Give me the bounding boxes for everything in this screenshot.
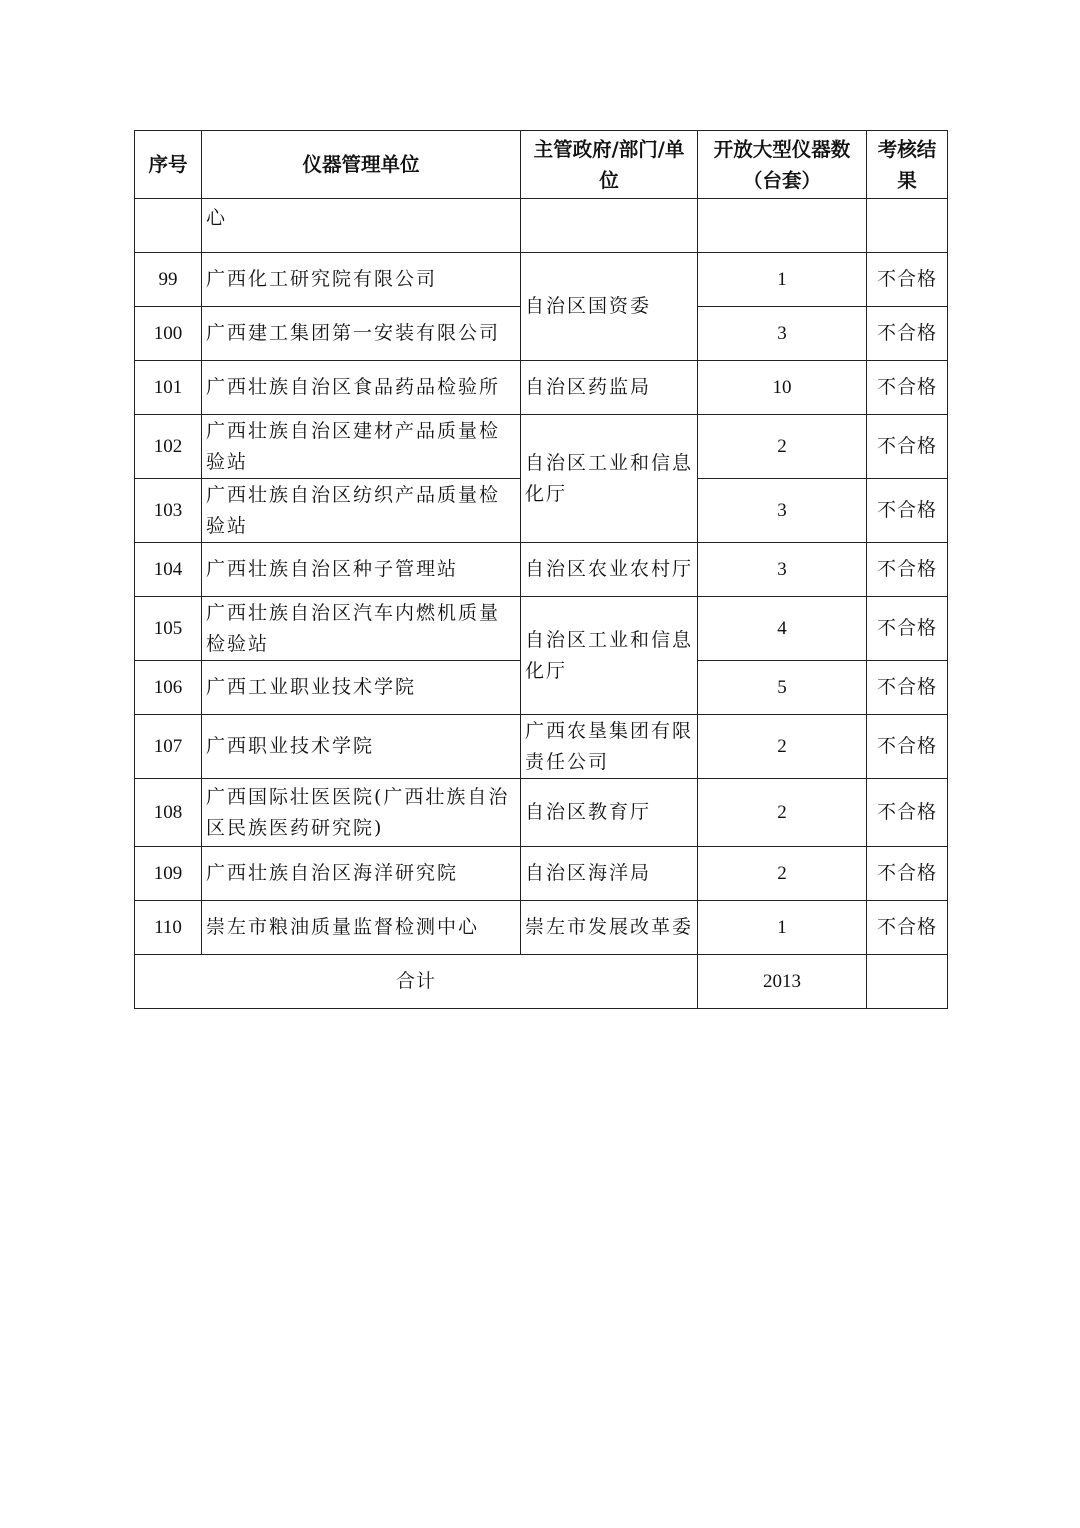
table-row <box>135 253 948 307</box>
row-unit: 广西职业技术学院 <box>202 715 521 779</box>
row-no <box>135 199 202 253</box>
row-unit: 广西壮族自治区海洋研究院 <box>202 847 521 901</box>
row-dept: 广西农垦集团有限责任公司 <box>521 715 698 779</box>
total-label: 合计 <box>135 955 698 1009</box>
row-count: 2 <box>698 847 867 901</box>
table-row <box>135 901 948 955</box>
row-result: 不合格 <box>867 901 948 955</box>
row-unit: 崇左市粮油质量监督检测中心 <box>202 901 521 955</box>
row-count: 3 <box>698 479 867 543</box>
row-dept: 自治区国资委 <box>521 253 698 361</box>
row-dept: 自治区药监局 <box>521 361 698 415</box>
row-count: 2 <box>698 715 867 779</box>
row-unit: 广西国际壮医医院(广西壮族自治区民族医药研究院) <box>202 779 521 847</box>
row-no: 105 <box>135 597 202 661</box>
row-dept: 崇左市发展改革委 <box>521 901 698 955</box>
table-row <box>135 415 948 479</box>
row-unit: 广西壮族自治区建材产品质量检验站 <box>202 415 521 479</box>
row-result: 不合格 <box>867 661 948 715</box>
row-no: 104 <box>135 543 202 597</box>
row-result: 不合格 <box>867 253 948 307</box>
row-dept: 自治区海洋局 <box>521 847 698 901</box>
row-dept: 自治区教育厅 <box>521 779 698 847</box>
row-count: 2 <box>698 779 867 847</box>
row-count: 1 <box>698 253 867 307</box>
row-unit: 广西壮族自治区食品药品检验所 <box>202 361 521 415</box>
row-dept: 自治区工业和信息化厅 <box>521 597 698 715</box>
instrument-table <box>134 130 948 1009</box>
row-unit: 广西化工研究院有限公司 <box>202 253 521 307</box>
row-no: 106 <box>135 661 202 715</box>
table-row <box>135 199 948 253</box>
header-result: 考核结果 <box>867 131 948 199</box>
table-row <box>135 597 948 661</box>
row-result: 不合格 <box>867 543 948 597</box>
row-unit: 广西壮族自治区汽车内燃机质量检验站 <box>202 597 521 661</box>
row-result: 不合格 <box>867 479 948 543</box>
row-unit: 广西建工集团第一安装有限公司 <box>202 307 521 361</box>
row-count: 5 <box>698 661 867 715</box>
row-no: 100 <box>135 307 202 361</box>
row-count: 1 <box>698 901 867 955</box>
row-count <box>698 199 867 253</box>
row-result: 不合格 <box>867 415 948 479</box>
row-no: 99 <box>135 253 202 307</box>
row-no: 110 <box>135 901 202 955</box>
row-unit: 广西壮族自治区纺织产品质量检验站 <box>202 479 521 543</box>
row-count: 4 <box>698 597 867 661</box>
table-header-row <box>135 131 948 199</box>
total-count: 2013 <box>698 955 867 1009</box>
row-result: 不合格 <box>867 307 948 361</box>
header-no: 序号 <box>135 131 202 199</box>
row-result: 不合格 <box>867 361 948 415</box>
row-result: 不合格 <box>867 715 948 779</box>
table-row <box>135 361 948 415</box>
table-total-row <box>135 955 948 1009</box>
row-count: 3 <box>698 307 867 361</box>
row-dept <box>521 199 698 253</box>
header-count: 开放大型仪器数（台套） <box>698 131 867 199</box>
row-no: 102 <box>135 415 202 479</box>
row-unit: 心 <box>202 199 521 253</box>
row-no: 101 <box>135 361 202 415</box>
row-no: 107 <box>135 715 202 779</box>
table-row <box>135 715 948 779</box>
table-row <box>135 779 948 847</box>
row-result <box>867 199 948 253</box>
row-count: 3 <box>698 543 867 597</box>
header-unit: 仪器管理单位 <box>202 131 521 199</box>
row-no: 108 <box>135 779 202 847</box>
total-result <box>867 955 948 1009</box>
header-dept: 主管政府/部门/单位 <box>521 131 698 199</box>
row-dept: 自治区农业农村厅 <box>521 543 698 597</box>
row-result: 不合格 <box>867 597 948 661</box>
table-row <box>135 847 948 901</box>
row-result: 不合格 <box>867 779 948 847</box>
row-result: 不合格 <box>867 847 948 901</box>
row-no: 103 <box>135 479 202 543</box>
table-row <box>135 543 948 597</box>
row-count: 10 <box>698 361 867 415</box>
row-unit: 广西壮族自治区种子管理站 <box>202 543 521 597</box>
row-dept: 自治区工业和信息化厅 <box>521 415 698 543</box>
row-unit: 广西工业职业技术学院 <box>202 661 521 715</box>
row-count: 2 <box>698 415 867 479</box>
row-no: 109 <box>135 847 202 901</box>
